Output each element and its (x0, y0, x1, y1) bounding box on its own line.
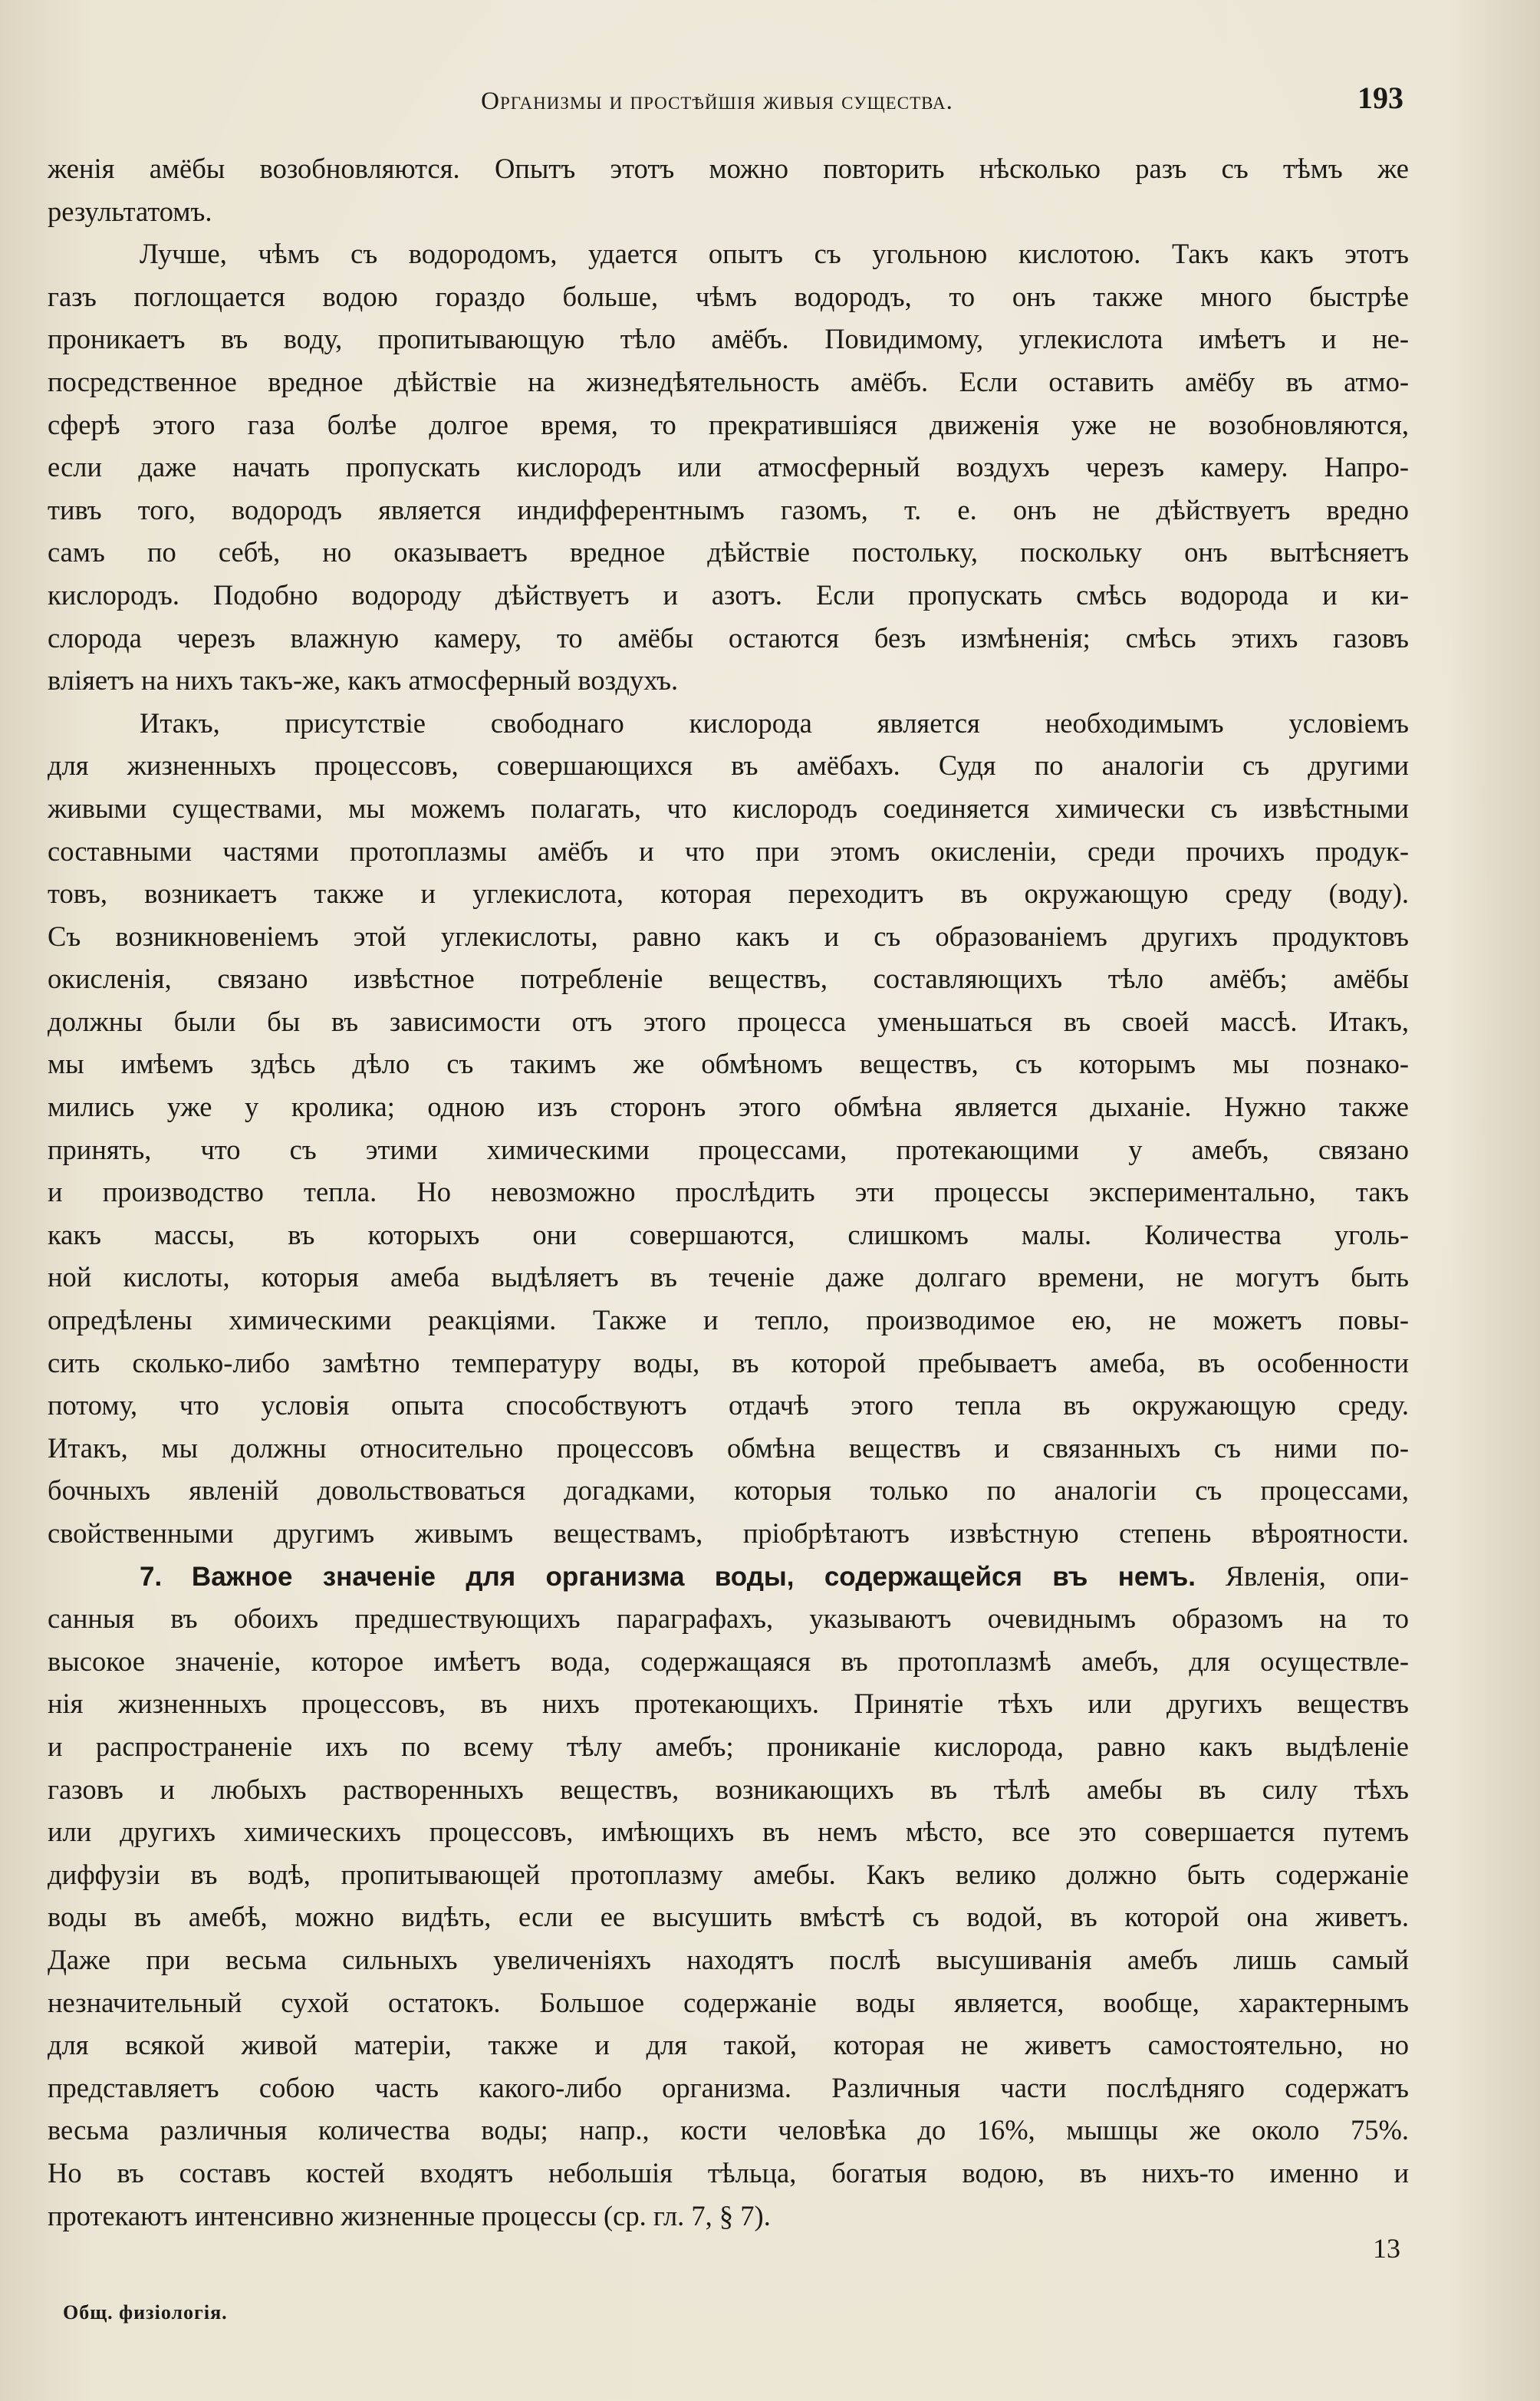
text-line: сферѣ этого газа болѣе долгое время, то прекратившіяся движенія уже не возобновляются, (48, 408, 1409, 440)
text-line: и распространеніе ихъ по всему тѣлу амебъ; прониканіе кислорода, равно какъ выдѣленіе (48, 1730, 1409, 1762)
section-title: Важное значеніе для организма воды, содержащейся въ немъ. (191, 1561, 1196, 1592)
text-line: женія амёбы возобновляются. Опытъ этотъ можно повторить нѣсколько разъ съ тѣмъ же (48, 153, 1409, 184)
text-line: мились уже у кролика; одною изъ сторонъ этого обмѣна является дыханіе. Нужно также (48, 1091, 1409, 1123)
text-line: Даже при весьма сильныхъ увеличеніяхъ находятъ послѣ высушиванія амебъ лишь самый (48, 1943, 1409, 1975)
text-line: Съ возникновеніемъ этой углекислоты, равно какъ и съ образованіемъ другихъ продуктовъ (48, 920, 1409, 952)
text-line: сить сколько-либо замѣтно температуру воды, въ которой пребываетъ амеба, въ особенности (48, 1346, 1409, 1378)
text-line: нія жизненныхъ процессовъ, въ нихъ протекающихъ. Принятіе тѣхъ или другихъ веществъ (48, 1688, 1409, 1720)
text-line: ной кислоты, которыя амеба выдѣляетъ въ теченіе даже долгаго времени, не могутъ быть (48, 1261, 1409, 1293)
text-line: санныя въ обоихъ предшествующихъ параграфахъ, указываютъ очевиднымъ образомъ на то (48, 1602, 1409, 1635)
text-line: результатомъ. (48, 195, 212, 227)
text-line: Итакъ, присутствіе свободнаго кислорода является необходимымъ условіемъ (140, 706, 1409, 739)
text-line: кислородъ. Подобно водороду дѣйствуетъ и азотъ. Если пропускать смѣсь водорода и ки- (48, 578, 1409, 611)
section-heading-line (48, 1555, 1409, 1598)
section-number: 7. (140, 1561, 163, 1592)
text-line: потому, что условія опыта способствуютъ отдачѣ этого тепла въ окружающую среду. (48, 1389, 1409, 1421)
page-header (46, 77, 1403, 123)
text-line: живыми существами, мы можемъ полагать, что кислородъ соединяется химически съ извѣстными (48, 792, 1409, 824)
text-line: посредственное вредное дѣйствіе на жизнедѣятельность амёбъ. Если оставить амёбу въ атмо- (48, 365, 1409, 397)
text-line: окисленія, связано извѣстное потребленіе веществъ, составляющихъ тѣло амёбъ; амёбы (48, 963, 1409, 995)
running-title: Организмы и простѣйшія живыя существа. (481, 87, 953, 115)
text-line: для жизненныхъ процессовъ, совершающихся въ амёбахъ. Судя по аналогіи съ другими (48, 749, 1409, 782)
text-line: протекаютъ интенсивно жизненные процессы (ср. гл. 7, § 7). (48, 2199, 771, 2231)
text-line: незначительный сухой остатокъ. Большое содержаніе воды является, вообще, характернымъ (48, 1986, 1409, 2018)
text-line: весьма различныя количества воды; напр., кости человѣка до 16%, мышцы же около 75%. (48, 2114, 1409, 2146)
text-line: высокое значеніе, которое имѣетъ вода, содержащаяся въ протоплазмѣ амебъ, для осуществле- (48, 1645, 1409, 1677)
text-line: газъ поглощается водою гораздо больше, чѣмъ водородъ, то онъ также много быстрѣе (48, 280, 1409, 312)
text-line: Итакъ, мы должны относительно процессовъ обмѣна веществъ и связанныхъ съ ними по- (48, 1431, 1409, 1464)
text-line: должны были бы въ зависимости отъ этого процесса уменьшаться въ своей массѣ. Итакъ, (48, 1005, 1409, 1037)
section-heading-continuation: Явленія, опи- (1196, 1559, 1409, 1592)
text-line: газовъ и любыхъ растворенныхъ веществъ, возникающихъ въ тѣлѣ амебы въ силу тѣхъ (48, 1773, 1409, 1805)
text-line: если даже начать пропускать кислородъ или атмосферный воздухъ черезъ камеру. Напро- (48, 451, 1409, 483)
text-line: какъ массы, въ которыхъ они совершаются, слишкомъ малы. Количества уголь- (48, 1218, 1409, 1250)
text-line: свойственными другимъ живымъ веществамъ, пріобрѣтаютъ извѣстную степень вѣроятности. (48, 1517, 1409, 1549)
text-line: слорода черезъ влажную камеру, то амёбы остаются безъ измѣненія; смѣсь этихъ газовъ (48, 621, 1409, 654)
text-line: диффузіи въ водѣ, пропитывающей протоплазму амебы. Какъ велико должно быть содержаніе (48, 1858, 1409, 1890)
text-line: и производство тепла. Но невозможно прослѣдить эти процессы экспериментально, такъ (48, 1176, 1409, 1208)
text-line: составными частями протоплазмы амёбъ и что при этомъ окисленіи, среди прочихъ продук- (48, 835, 1409, 867)
text-line: проникаетъ въ воду, пропитывающую тѣло амёбъ. Повидимому, углекислота имѣетъ и не- (48, 323, 1409, 355)
body-text (48, 147, 1409, 2237)
text-line: опредѣлены химическими реакціями. Также и тепло, производимое ею, не можетъ повы- (48, 1304, 1409, 1336)
text-line: Лучше, чѣмъ съ водородомъ, удается опытъ съ угольною кислотою. Такъ какъ этотъ (140, 238, 1409, 270)
text-line: мы имѣемъ здѣсь дѣло съ такимъ же обмѣномъ веществъ, съ которымъ мы познако- (48, 1048, 1409, 1080)
text-line: самъ по себѣ, но оказываетъ вредное дѣйствіе постольку, поскольку онъ вытѣсняетъ (48, 536, 1409, 568)
text-line: товъ, возникаетъ также и углекислота, которая переходитъ въ окружающую среду (воду). (48, 878, 1409, 910)
signature-number: 13 (1373, 2233, 1400, 2264)
printer-signature: Общ. физіологія. (63, 2301, 228, 2324)
text-line: или другихъ химическихъ процессовъ, имѣющихъ въ немъ мѣсто, все это совершается путемъ (48, 1816, 1409, 1848)
text-line: вліяетъ на нихъ такъ-же, какъ атмосферный воздухъ. (48, 664, 679, 697)
text-line: воды въ амебѣ, можно видѣть, если ее высушить вмѣстѣ съ водой, въ которой она живетъ. (48, 1901, 1409, 1933)
text-line: бочныхъ явленій довольствоваться догадками, которыя только по аналогіи съ процессами, (48, 1474, 1409, 1507)
page-number: 193 (1357, 81, 1403, 115)
text-line: принять, что съ этими химическими процессами, протекающими у амебъ, связано (48, 1133, 1409, 1165)
text-line: тивъ того, водородъ является индифферентнымъ газомъ, т. е. онъ не дѣйствуетъ вредно (48, 493, 1409, 525)
text-line: Но въ составъ костей входятъ небольшія тѣльца, богатыя водою, въ нихъ-то именно и (48, 2156, 1409, 2189)
text-line: для всякой живой матеріи, также и для такой, которая не живетъ самостоятельно, но (48, 2029, 1409, 2061)
text-line: представляетъ собою часть какого-либо организма. Различныя части послѣдняго содержатъ (48, 2071, 1409, 2103)
